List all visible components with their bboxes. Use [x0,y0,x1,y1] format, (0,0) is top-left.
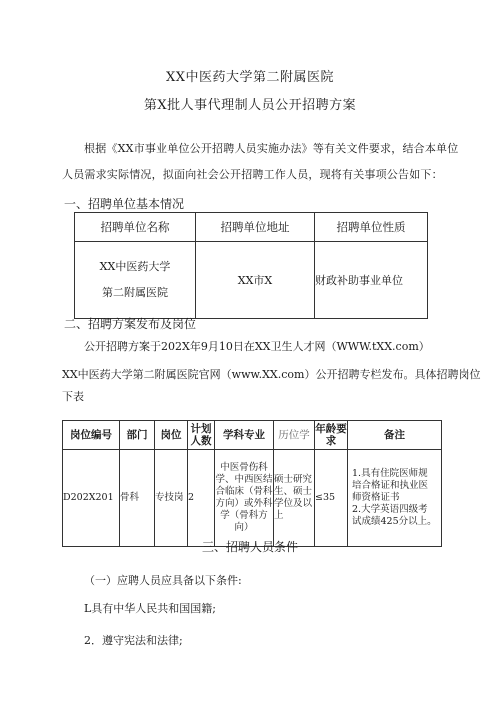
condition-item-2: 2．遵守宪法和法律; [84,634,183,647]
major-cell: 中医骨伤科学、中西医结合临床（骨科方向）或外科学（骨科方向） [215,450,274,547]
note-item-1: 1.具有住院医师规培合格证和执业医师资格证书 [352,468,429,503]
header-major: 学科专业 [215,421,274,450]
unit-nature-cell: 财政补助事业单位 [315,242,428,319]
table-header-row [63,421,442,450]
intro-paragraph-line2: 人员需求实际情况，拟面向社会公开招聘工作人员，现将有关事项公告如下： [62,168,443,181]
post-code-cell: D202X201 [63,450,120,547]
dept-cell: 骨科 [120,450,155,547]
publish-line1: 公开招聘方案于202X年9月10日在XX卫生人才网（WWW.tXX.com） [84,340,430,353]
header-unit-nature: 招聘单位性质 [315,213,428,242]
unit-name-line2: 第二附属医院 [102,286,168,299]
table-header-row [75,213,428,242]
conditions-intro: （一）应聘人员应具备以下条件: [84,574,242,587]
header-note: 备注 [348,421,442,450]
header-degree: 历位学 [274,421,315,450]
header-dept: 部门 [120,421,155,450]
unit-info-table [74,212,428,319]
publish-line2: XX中医药大学第二附属医院官网（www.XX.com）公开招聘专栏发布。具体招聘岗位下表 [62,368,481,403]
condition-item-1: L具有中华人民共和国国籍; [84,602,217,615]
header-post-code: 岗位编号 [63,421,120,450]
intro-paragraph-line1: 根据《XX市事业单位公开招聘人员实施办法》等有关文件要求，结合本单位 [84,142,459,155]
unit-address-cell: XX市X [196,242,315,319]
section3-heading: 三、招聘人员条件 [201,540,298,554]
position-table [62,420,442,547]
age-cell: ≤35 [315,450,348,547]
note-cell [348,450,442,547]
header-post: 岗位 [155,421,188,450]
post-cell: 专技岗 [155,450,188,547]
header-unit-address: 招聘单位地址 [196,213,315,242]
section1-heading: 一、招聘单位基本情况 [64,197,185,211]
document-subtitle: 第X批人事代理制人员公开招聘方案 [143,98,357,113]
document-title: XX中医药大学第二附属医院 [165,70,334,85]
count-cell: 2 [188,450,215,547]
header-unit-name: 招聘单位名称 [75,213,196,242]
note-item-2: 2.大学英语四级考试成绩425分以上。 [352,504,437,527]
header-age: 年龄要求 [315,421,348,450]
table-row [75,242,428,319]
unit-name-cell [75,242,196,319]
header-count: 计划人数 [188,421,215,450]
section2-heading: 二、招聘方案发布及岗位 [64,317,197,331]
unit-name-line1: XX中医药大学 [99,260,171,273]
degree-cell: 硕士研究生、硕士学位及以上 [274,450,315,547]
table-row [63,450,442,547]
